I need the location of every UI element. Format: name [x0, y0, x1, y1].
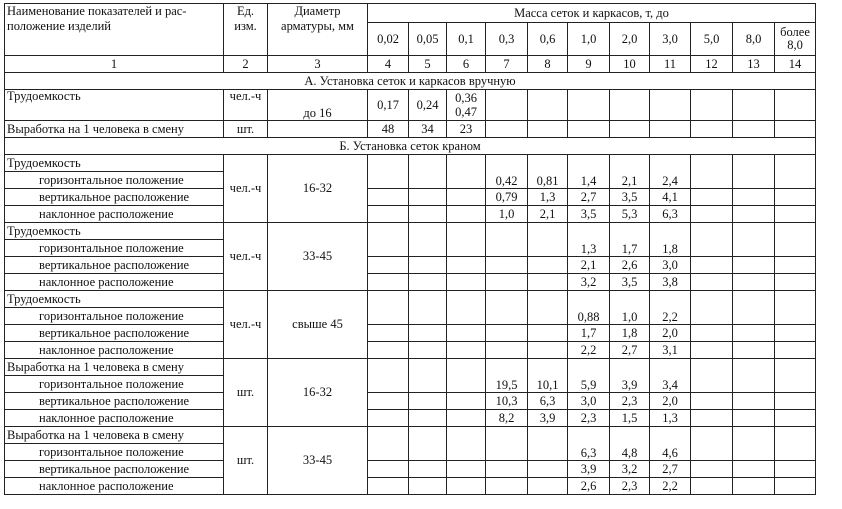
value-cell: 3,8 — [650, 274, 691, 291]
value-cell — [691, 478, 733, 495]
row-unit: шт. — [224, 121, 268, 138]
value-cell — [447, 393, 486, 410]
value-cell-stacked — [447, 90, 486, 121]
value-cell: 8,2 — [486, 410, 528, 427]
value-cell — [775, 257, 816, 274]
empty-cell — [610, 90, 650, 121]
value-cell: 3,0 — [568, 393, 610, 410]
header-mass-col: 0,1 — [447, 23, 486, 56]
value-cell — [447, 155, 486, 189]
group-diameter: 33-45 — [268, 223, 368, 291]
column-number: 10 — [610, 56, 650, 73]
value-cell — [447, 223, 486, 257]
empty-cell — [733, 90, 775, 121]
value-cell — [733, 257, 775, 274]
value-cell: 0,42 — [486, 155, 528, 189]
row-label: Трудоемкость — [5, 90, 224, 121]
header-mass-col: 3,0 — [650, 23, 691, 56]
header-mass-col: 8,0 — [733, 23, 775, 56]
value-cell: 3,2 — [568, 274, 610, 291]
value-cell: 3,5 — [610, 189, 650, 206]
header-mass-col: 0,3 — [486, 23, 528, 56]
value-cell — [691, 359, 733, 393]
group-head: Трудоемкость — [5, 155, 224, 172]
header-unit: Ед. изм. — [224, 4, 268, 56]
value-cell — [447, 274, 486, 291]
value-cell — [528, 342, 568, 359]
value-cell — [368, 342, 409, 359]
value-cell: 1,3 — [528, 189, 568, 206]
value-cell — [775, 206, 816, 223]
value-cell: 2,1 — [528, 206, 568, 223]
value-cell: 0,79 — [486, 189, 528, 206]
value-cell — [486, 427, 528, 461]
value-cell — [775, 478, 816, 495]
value-cell — [775, 461, 816, 478]
value-cell — [447, 342, 486, 359]
value-cell — [368, 427, 409, 461]
value-cell — [691, 410, 733, 427]
value-cell — [733, 325, 775, 342]
value-cell — [447, 461, 486, 478]
value-cell: 23 — [447, 121, 486, 138]
value-cell — [409, 155, 447, 189]
empty-cell — [528, 90, 568, 121]
value-cell — [733, 189, 775, 206]
value-cell — [447, 478, 486, 495]
value-cell — [409, 189, 447, 206]
value-cell: 2,3 — [568, 410, 610, 427]
header-mass-group: Масса сеток и каркасов, т, до — [368, 4, 816, 23]
value-cell: 2,7 — [610, 342, 650, 359]
group-unit: чел.-ч — [224, 291, 268, 359]
value-cell — [368, 478, 409, 495]
value-cell — [368, 206, 409, 223]
value-cell: 4,6 — [650, 427, 691, 461]
value-cell — [486, 223, 528, 257]
value-cell — [368, 223, 409, 257]
value-cell — [733, 410, 775, 427]
value-cell: 48 — [368, 121, 409, 138]
value-cell — [733, 155, 775, 189]
group-diameter: свыше 45 — [268, 291, 368, 359]
value-cell: 2,0 — [650, 325, 691, 342]
value-cell — [691, 342, 733, 359]
row-label: наклонное расположение — [5, 478, 224, 495]
empty-cell — [568, 90, 610, 121]
value-cell: 2,2 — [568, 342, 610, 359]
row-label: горизонтальное положение — [5, 172, 224, 189]
value-cell — [691, 155, 733, 189]
value-cell — [528, 325, 568, 342]
value-cell — [775, 427, 816, 461]
group-unit: чел.-ч — [224, 155, 268, 223]
value-cell — [368, 325, 409, 342]
value-cell: 1,7 — [610, 223, 650, 257]
norms-table-wrapper — [4, 3, 816, 495]
value-cell — [691, 206, 733, 223]
row-label: вертикальное расположение — [5, 461, 224, 478]
value-cell — [486, 461, 528, 478]
value-cell — [691, 461, 733, 478]
row-label: горизонтальное положение — [5, 308, 224, 325]
column-number: 7 — [486, 56, 528, 73]
value-cell — [528, 274, 568, 291]
header-mass-col: 2,0 — [610, 23, 650, 56]
row-label: горизонтальное положение — [5, 376, 224, 393]
value-cell: 4,8 — [610, 427, 650, 461]
value-cell: 1,0 — [610, 291, 650, 325]
column-number: 12 — [691, 56, 733, 73]
value-cell: 10,1 — [528, 359, 568, 393]
value-cell — [691, 291, 733, 325]
value-cell — [775, 359, 816, 393]
empty-cell — [775, 121, 816, 138]
value-cell — [691, 223, 733, 257]
value-cell — [368, 155, 409, 189]
row-label: наклонное расположение — [5, 274, 224, 291]
value-cell — [775, 342, 816, 359]
value-cell — [733, 359, 775, 393]
group-diameter: 16-32 — [268, 155, 368, 223]
empty-cell — [733, 121, 775, 138]
value-cell: 0,17 — [368, 90, 409, 121]
value-cell — [409, 478, 447, 495]
group-head: Трудоемкость — [5, 291, 224, 308]
value-cell — [447, 325, 486, 342]
value-cell: 2,6 — [610, 257, 650, 274]
value-cell — [409, 206, 447, 223]
value-cell — [447, 427, 486, 461]
empty-cell — [691, 90, 733, 121]
value-cell — [775, 274, 816, 291]
value-cell — [733, 427, 775, 461]
value-cell: 2,0 — [650, 393, 691, 410]
value-cell — [409, 427, 447, 461]
value-cell — [486, 325, 528, 342]
row-label: наклонное расположение — [5, 410, 224, 427]
value-cell — [409, 291, 447, 325]
value-cell: 0,88 — [568, 291, 610, 325]
value-cell — [368, 393, 409, 410]
value-cell: 3,9 — [528, 410, 568, 427]
value-cell: 5,3 — [610, 206, 650, 223]
value-cell: 3,9 — [568, 461, 610, 478]
row-label: вертикальное расположение — [5, 257, 224, 274]
row-label: вертикальное расположение — [5, 325, 224, 342]
value-cell: 3,2 — [610, 461, 650, 478]
value-cell — [528, 257, 568, 274]
row-label: наклонное расположение — [5, 206, 224, 223]
group-diameter: 16-32 — [268, 359, 368, 427]
value-cell — [691, 189, 733, 206]
norms-table — [4, 3, 816, 495]
column-number: 1 — [5, 56, 224, 73]
value-cell: 6,3 — [650, 206, 691, 223]
value-cell — [368, 359, 409, 393]
value-cell: 2,4 — [650, 155, 691, 189]
value-cell: 2,3 — [610, 393, 650, 410]
value-cell: 6,3 — [568, 427, 610, 461]
row-label: вертикальное расположение — [5, 189, 224, 206]
value-cell: 1,7 — [568, 325, 610, 342]
value-cell — [447, 410, 486, 427]
value-cell — [447, 291, 486, 325]
value-cell: 2,3 — [610, 478, 650, 495]
empty-cell — [486, 90, 528, 121]
column-number: 8 — [528, 56, 568, 73]
value-cell — [409, 359, 447, 393]
row-label: горизонтальное положение — [5, 444, 224, 461]
value-cell — [733, 223, 775, 257]
value-cell — [775, 223, 816, 257]
value-cell — [775, 325, 816, 342]
value-cell — [368, 257, 409, 274]
value-cell: 2,6 — [568, 478, 610, 495]
value-cell — [528, 291, 568, 325]
column-number: 14 — [775, 56, 816, 73]
value-cell — [486, 274, 528, 291]
value-cell — [733, 461, 775, 478]
header-indicator-name: Наименование показателей и рас-положение изделий — [5, 4, 224, 56]
value-cell — [409, 325, 447, 342]
value-cell — [486, 342, 528, 359]
value-cell: 1,3 — [568, 223, 610, 257]
value-cell — [409, 257, 447, 274]
value-cell — [733, 478, 775, 495]
value-cell — [691, 393, 733, 410]
header-mass-col: 1,0 — [568, 23, 610, 56]
value-cell — [775, 155, 816, 189]
group-head: Выработка на 1 человека в смену — [5, 427, 224, 444]
value-cell — [447, 257, 486, 274]
value-cell: 5,9 — [568, 359, 610, 393]
value-cell: 19,5 — [486, 359, 528, 393]
section-a-title: А. Установка сеток и каркасов вручную — [5, 73, 816, 90]
value-cell: 4,1 — [650, 189, 691, 206]
group-unit: шт. — [224, 359, 268, 427]
value-cell — [409, 342, 447, 359]
column-number: 6 — [447, 56, 486, 73]
column-number: 13 — [733, 56, 775, 73]
value-cell — [733, 274, 775, 291]
value-cell — [368, 461, 409, 478]
value-cell — [409, 274, 447, 291]
header-mass-col: 5,0 — [691, 23, 733, 56]
value-cell — [528, 427, 568, 461]
header-mass-col: 0,05 — [409, 23, 447, 56]
value-cell: 3,1 — [650, 342, 691, 359]
value-cell: 1,5 — [610, 410, 650, 427]
group-unit: чел.-ч — [224, 223, 268, 291]
value-cell: 2,7 — [650, 461, 691, 478]
value-cell — [691, 257, 733, 274]
value-cell: 2,2 — [650, 291, 691, 325]
value-cell: 2,1 — [610, 155, 650, 189]
value-cell — [775, 189, 816, 206]
value-cell — [409, 410, 447, 427]
column-number: 2 — [224, 56, 268, 73]
empty-cell — [650, 121, 691, 138]
value-cell: 1,4 — [568, 155, 610, 189]
empty-cell — [610, 121, 650, 138]
column-number: 9 — [568, 56, 610, 73]
value-cell — [691, 274, 733, 291]
value-cell: 10,3 — [486, 393, 528, 410]
group-head: Трудоемкость — [5, 223, 224, 240]
empty-cell — [775, 90, 816, 121]
header-mass-col: 0,02 — [368, 23, 409, 56]
value-cell — [733, 206, 775, 223]
empty-cell — [528, 121, 568, 138]
value-cell — [691, 427, 733, 461]
value-cell — [775, 291, 816, 325]
row-diameter: до 16 — [268, 90, 368, 121]
value-cell: 1,8 — [610, 325, 650, 342]
empty-cell — [691, 121, 733, 138]
column-number: 4 — [368, 56, 409, 73]
value-cell: 1,0 — [486, 206, 528, 223]
group-head: Выработка на 1 человека в смену — [5, 359, 224, 376]
column-number: 11 — [650, 56, 691, 73]
value-cell — [447, 189, 486, 206]
value-cell: 2,2 — [650, 478, 691, 495]
value-cell: 1,8 — [650, 223, 691, 257]
value-cell: 2,1 — [568, 257, 610, 274]
row-diameter — [268, 121, 368, 138]
column-number: 3 — [268, 56, 368, 73]
value-cell — [733, 291, 775, 325]
header-mass-col: более 8,0 — [775, 23, 816, 56]
value-cell — [486, 291, 528, 325]
column-number: 5 — [409, 56, 447, 73]
value-cell — [486, 478, 528, 495]
row-label: вертикальное расположение — [5, 393, 224, 410]
row-label: наклонное расположение — [5, 342, 224, 359]
value-cell — [486, 257, 528, 274]
value-cell — [368, 291, 409, 325]
value-cell: 1,3 — [650, 410, 691, 427]
value-cell: 34 — [409, 121, 447, 138]
value-cell — [368, 410, 409, 427]
value-cell — [528, 223, 568, 257]
value-cell — [733, 342, 775, 359]
value-cell — [733, 393, 775, 410]
value-upper: 0,36 — [455, 91, 477, 105]
value-cell — [528, 461, 568, 478]
value-cell — [368, 274, 409, 291]
value-cell: 3,9 — [610, 359, 650, 393]
empty-cell — [486, 121, 528, 138]
value-cell: 6,3 — [528, 393, 568, 410]
value-cell: 0,81 — [528, 155, 568, 189]
empty-cell — [568, 121, 610, 138]
group-diameter: 33-45 — [268, 427, 368, 495]
value-cell: 3,5 — [568, 206, 610, 223]
value-cell: 3,0 — [650, 257, 691, 274]
section-b-title: Б. Установка сеток краном — [5, 138, 816, 155]
value-cell: 0,24 — [409, 90, 447, 121]
value-cell — [447, 206, 486, 223]
value-cell — [775, 393, 816, 410]
row-unit: чел.-ч — [224, 90, 268, 121]
value-lower: 0,47 — [455, 105, 477, 119]
value-cell — [775, 410, 816, 427]
value-cell — [691, 325, 733, 342]
value-cell — [409, 393, 447, 410]
value-cell — [368, 189, 409, 206]
value-cell: 3,4 — [650, 359, 691, 393]
value-cell: 2,7 — [568, 189, 610, 206]
value-cell — [447, 359, 486, 393]
row-label: горизонтальное положение — [5, 240, 224, 257]
row-label: Выработка на 1 человека в смену — [5, 121, 224, 138]
value-cell: 3,5 — [610, 274, 650, 291]
header-mass-col: 0,6 — [528, 23, 568, 56]
value-cell — [409, 461, 447, 478]
group-unit: шт. — [224, 427, 268, 495]
value-cell — [528, 478, 568, 495]
header-diameter: Диаметр арматуры, мм — [268, 4, 368, 56]
empty-cell — [650, 90, 691, 121]
value-cell — [409, 223, 447, 257]
